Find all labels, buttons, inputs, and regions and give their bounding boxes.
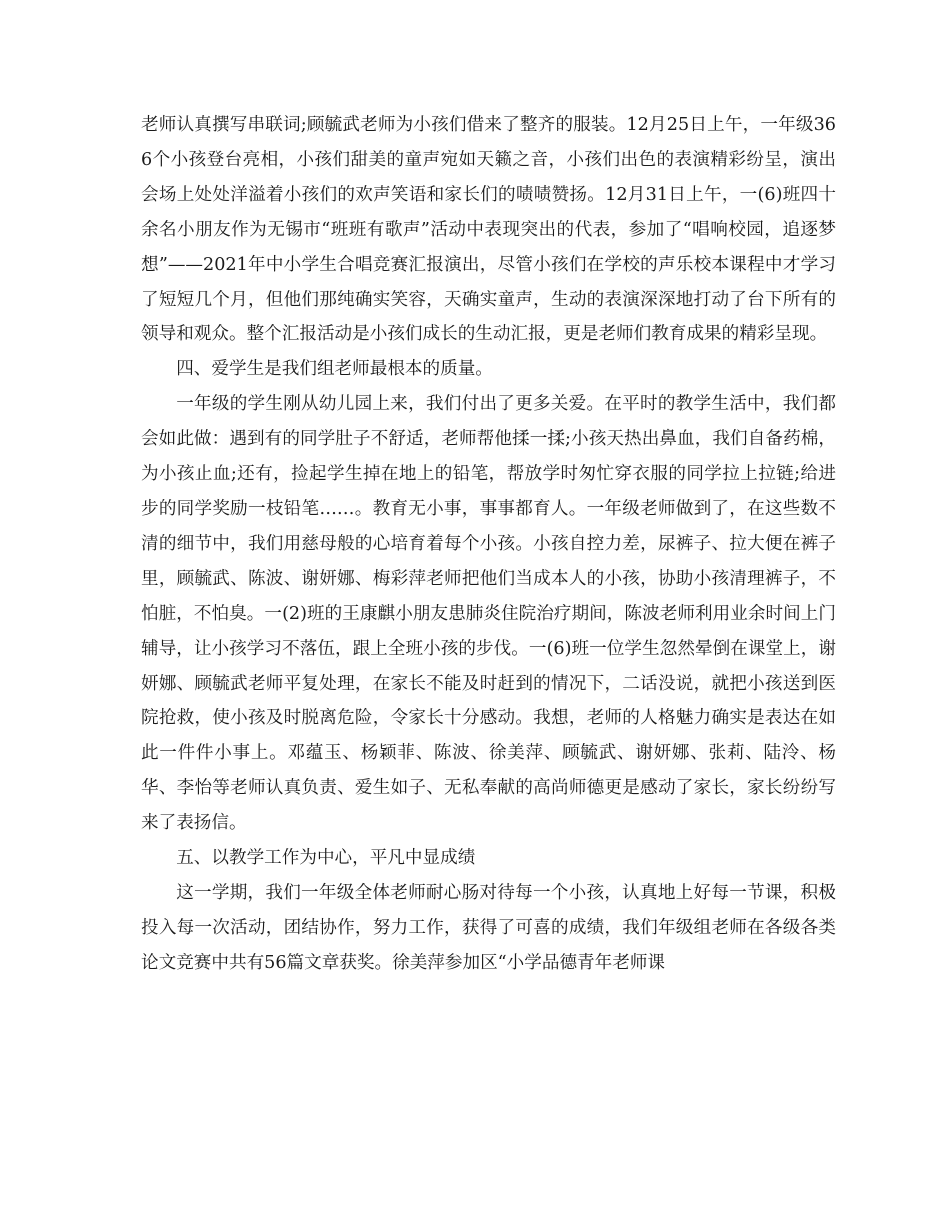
paragraph-care-for-students: 一年级的学生刚从幼儿园上来，我们付出了更多关爱。在平时的教学生活中，我们都会如此做：遇到有的同学肚子不舒适，老师帮他揉一揉;小孩天热出鼻血，我们自备药棉，为小孩止血;还有，捡起学生掉在地上的铅笔，帮放学时匆忙穿衣服的同学拉上拉链;给进步的同学奖励一枝铅笔……。教育无小事，事事都育人。一年级老师做到了，在这些数不清的细节中，我们用慈母般的心培育着每个小孩。小孩自控力差，尿裤子、拉大便在裤子里，顾毓武、陈波、谢妍娜、梅彩萍老师把他们当成本人的小孩，协助小孩清理裤子，不怕脏，不怕臭。一(2)班的王康麒小朋友患肺炎住院治疗期间，陈波老师利用业余时间上门辅导，让小孩学习不落伍，跟上全班小孩的步伐。一(6)班一位学生忽然晕倒在课堂上，谢妍娜、顾毓武老师平复处理，在家长不能及时赶到的情况下，二话没说，就把小孩送到医院抢救，使小孩及时脱离危险，令家长十分感动。我想，老师的人格魅力确实是表达在如此一件件小事上。邓蕴玉、杨颖菲、陈波、徐美萍、顾毓武、谢妍娜、张莉、陆泠、杨华、李怡等老师认真负责、爱生如子、无私奉献的高尚师德更是感动了家长，家长纷纷写来了表扬信。	[141, 394, 836, 834]
paragraph-continuation: 老师认真撰写串联词;顾毓武老师为小孩们借来了整齐的服装。12月25日上午，一年级366个小孩登台亮相，小孩们甜美的童声宛如天籁之音，小孩们出色的表演精彩纷呈，演出会场上处处洋溢着小孩们的欢声笑语和家长们的啧啧赞扬。12月31日上午，一(6)班四十余名小朋友作为无锡市“班班有歌声”活动中表现突出的代表，参加了“唱响校园，追逐梦想”——2021年中小学生合唱竞赛汇报演出，尽管小孩们在学校的声乐校本课程中才学习了短短几个月，但他们那纯确实笑容，天确实童声，生动的表演深深地打动了台下所有的领导和观众。整个汇报活动是小孩们成长的生动汇报，更是老师们教育成果的精彩呈现。	[141, 115, 836, 345]
document-body	[141, 108, 836, 981]
section-heading-4: 四、爱学生是我们组老师最根本的质量。	[176, 359, 493, 380]
section-heading-5: 五、以教学工作为中心，平凡中显成绩	[176, 848, 476, 869]
paragraph-teaching-achievements: 这一学期，我们一年级全体老师耐心肠对待每一个小孩，认真地上好每一节课，积极投入每一次活动，团结协作，努力工作，获得了可喜的成绩，我们年级组老师在各级各类论文竞赛中共有56篇文章获奖。徐美萍参加区“小学品德青年老师课	[141, 882, 836, 973]
